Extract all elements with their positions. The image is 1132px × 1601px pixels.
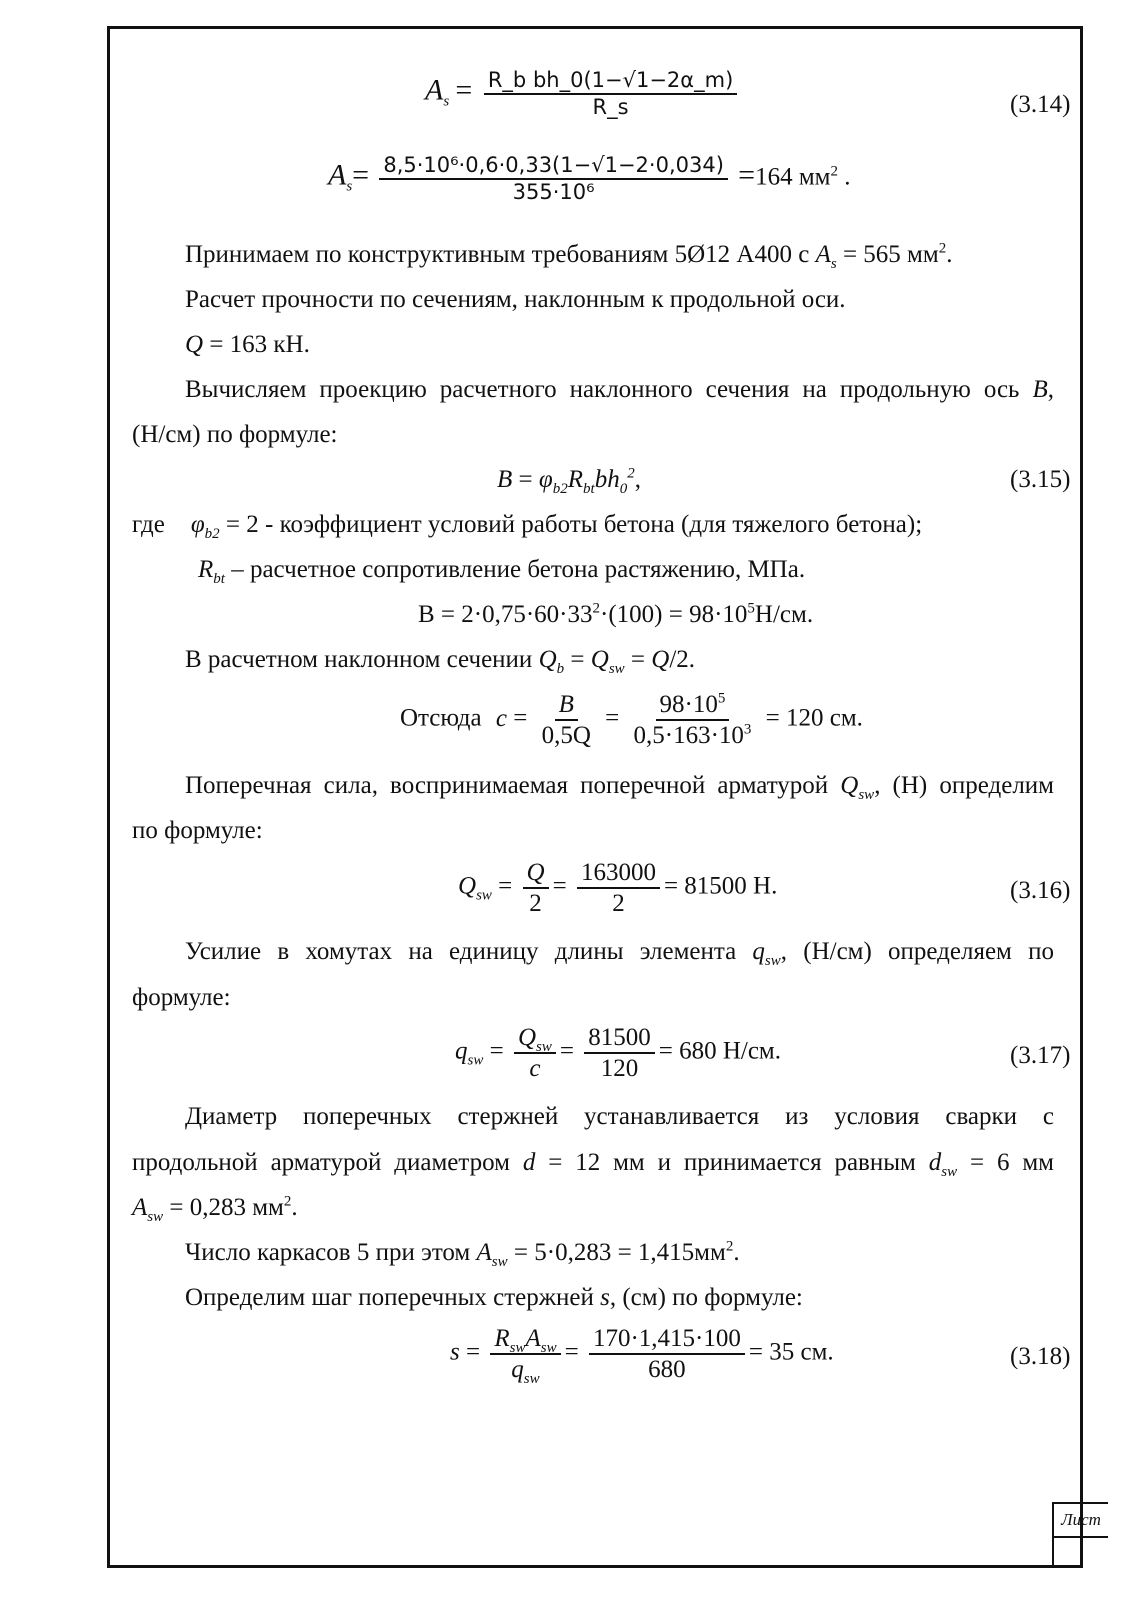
paragraph-diameter: Диаметр поперечных стержней устанавливается из условия сварки с	[185, 1103, 1054, 1130]
paragraph-rbt: $R_{bt}$ – расчетное сопротивление бетона растяжению, МПа.	[198, 556, 806, 587]
paragraph-shear: Поперечная сила, воспринимаемая поперечной арматурой $Q_{sw}$, (Н) определим	[185, 772, 1054, 803]
paragraph-shear-2: по формуле:	[132, 817, 263, 844]
paragraph-diameter-3: $A_{sw} = 0,283$ $мм^2$.	[132, 1193, 298, 1225]
denominator: R_s	[592, 95, 629, 119]
paragraph-projection: Вычисляем проекцию расчетного наклонного сечения на продольную ось B,	[185, 376, 1055, 403]
equation-3-16: $Q_{sw}$ = $\frac{Q}{2}$ = $\frac{163000}{2}$ = 81500 Н.	[458, 859, 778, 917]
equation-3-14-numeric: $A_s=$ $\frac{\text{8,5·10⁶·0,6·0,33(1−√1−2·0,034)}}{\text{355·10⁶}}$ =164 $мм^2$ .	[328, 153, 851, 204]
equation-number: (3.18)	[1010, 1343, 1071, 1370]
fraction-3-14	[484, 70, 737, 118]
paragraph-q: Q = 163 кН.	[185, 331, 310, 358]
sheet-stamp	[1052, 1502, 1108, 1566]
equation-b-calc: $B = 2\cdot 0,75\cdot 60\cdot 33^2\cdot(100) = 98\cdot 10^5Н/см$.	[418, 600, 814, 628]
equation-c: Отсюда c = $\frac{B}{0,5Q}$ = $\frac{98\cdot 10^5}{0,5\cdot 163\cdot 10^3}$ = 120 см.	[400, 690, 863, 749]
paragraph-diameter-2: продольной арматурой диаметром d = 12 мм и принимается равным $d_{sw} = 6$ мм	[132, 1149, 1054, 1180]
equation-3-15: $B = \varphi_{b2}R_{bt}bh_0^2$,	[497, 465, 641, 497]
numerator: R_b bh_0(1−√1−2α_m)	[484, 70, 737, 95]
equation-number: (3.14)	[1010, 91, 1071, 118]
sheet-label: Лист	[1054, 1504, 1108, 1538]
paragraph-strength: Расчет прочности по сечениям, наклонным к продольной оси.	[185, 286, 846, 313]
paragraph-section: В расчетном наклонном сечении $Q_b = Q_{sw} = Q/2$.	[185, 646, 696, 677]
paragraph-stirrups: Усилие в хомутах на единицу длины элемента $q_{sw}$, (Н/см) определяем по	[185, 938, 1054, 969]
equation-3-17: $q_{sw}$ = $\frac{Q_{sw}}{c}$ = $\frac{81500}{120}$ = 680 Н/см.	[455, 1024, 781, 1082]
paragraph-frames: Число каркасов 5 при этом $A_{sw} = 5\cdot 0,283 = 1,415мм^2$.	[185, 1238, 740, 1270]
paragraph-projection-2: (Н/см) по формуле:	[132, 421, 338, 448]
paragraph-step: Определим шаг поперечных стержней s, (см) по формуле:	[185, 1284, 803, 1311]
paragraph-accept: Принимаем по конструктивным требованиям 5Ø12 А400 с $A_s = 565$ $мм^2$.	[185, 240, 953, 272]
paragraph-where: где $\varphi_{b2} = 2$ - коэффициент условий работы бетона (для тяжелого бетона);	[132, 511, 923, 542]
equation-3-18: s = $\frac{R_{sw}A_{sw}}{q_{sw}}$ = $\frac{170\cdot 1,415\cdot 100}{680}$ = 35 см.	[450, 1325, 834, 1387]
paragraph-stirrups-2: формуле:	[132, 984, 231, 1011]
equation-number: (3.16)	[1010, 877, 1071, 904]
equation-number: (3.15)	[1010, 466, 1071, 493]
equation-number: (3.17)	[1010, 1042, 1071, 1069]
equation-3-14: $A_s$ = $\frac{\text{R\_b bh\_0(1−√1−2α\_m)}}{R\_s}$	[425, 70, 741, 118]
